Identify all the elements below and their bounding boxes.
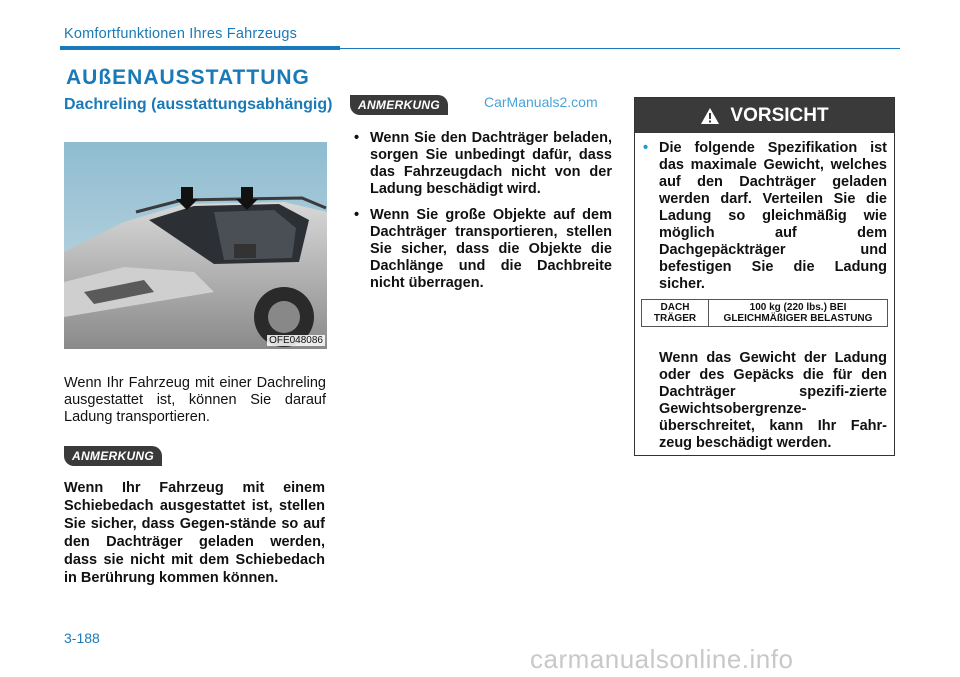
bullet-marker: • <box>354 207 360 223</box>
header-rule-thick <box>60 46 340 50</box>
page-number: 3-188 <box>64 630 100 646</box>
spec-table <box>641 299 888 327</box>
note-paragraph: Wenn Ihr Fahrzeug mit einem Schiebedach ausgestattet ist, stellen Sie sicher, dass Gegen-stände so auf den Dachträger geladen werden, dass sie nicht mit dem Schiebedach in Berührung kommen können. <box>64 480 325 586</box>
note-badge: ANMERKUNG <box>350 95 448 115</box>
caution-text: Die folgende Spezifikation ist das maximale Gewicht, welches auf den Dachträger geladen werden darf. Verteilen Sie die Ladung so gleichmäßig wie möglich auf dem Dachgepäckträger und befestigen Sie die Ladung sicher. <box>659 140 887 292</box>
list-item <box>352 130 612 198</box>
table-cell-value: 100 kg (220 lbs.) BEI GLEICHMÄßIGER BELASTUNG <box>709 300 888 327</box>
table-cell-label: DACH TRÄGER <box>642 300 709 327</box>
caution-list <box>643 140 887 293</box>
caution-header <box>635 98 894 133</box>
section-title: AUßENAUSSTATTUNG <box>66 66 310 89</box>
footer-watermark: carmanualsonline.info <box>530 644 794 674</box>
list-item-text: Wenn Sie den Dachträger beladen, sorgen Sie unbedingt dafür, dass das Fahrzeugdach nicht von der Ladung beschädigt wird. <box>370 130 612 197</box>
list-item-text: Wenn Sie große Objekte auf dem Dachträger transportieren, stellen Sie sicher, dass die Objekte die Dachlänge und die Dachbreite nicht überragen. <box>370 207 612 291</box>
list-item <box>643 140 887 293</box>
figure-label: OFE048086 <box>269 335 323 346</box>
caution-box <box>634 97 895 456</box>
car-illustration <box>64 142 327 349</box>
warning-triangle-icon <box>700 107 720 125</box>
caution-followup-text: Wenn das Gewicht der Ladung oder des Gepäcks die für den Dachträger spezifi-zierte Gewichtsobergrenze-überschreitet, kann Ihr Fahr-zeug beschädigt werden. <box>659 350 887 451</box>
note-badge: ANMERKUNG <box>64 446 162 466</box>
bullet-marker: • <box>354 130 360 146</box>
note-bullet-list <box>352 130 612 301</box>
table-row <box>642 300 888 327</box>
bullet-marker: • <box>643 140 649 156</box>
list-item <box>352 207 612 292</box>
chapter-header: Komfortfunktionen Ihres Fahrzeugs <box>64 26 298 42</box>
subsection-title: Dachreling (ausstattungsabhängig) <box>64 96 333 113</box>
intro-paragraph: Wenn Ihr Fahrzeug mit einer Dachreling ausgestattet ist, können Sie darauf Ladung transportieren. <box>64 375 326 425</box>
watermark-text: CarManuals2.com <box>484 94 598 110</box>
caution-title: VORSICHT <box>730 104 829 126</box>
header-rule-thin <box>340 48 900 49</box>
roof-rack-figure <box>64 142 327 349</box>
